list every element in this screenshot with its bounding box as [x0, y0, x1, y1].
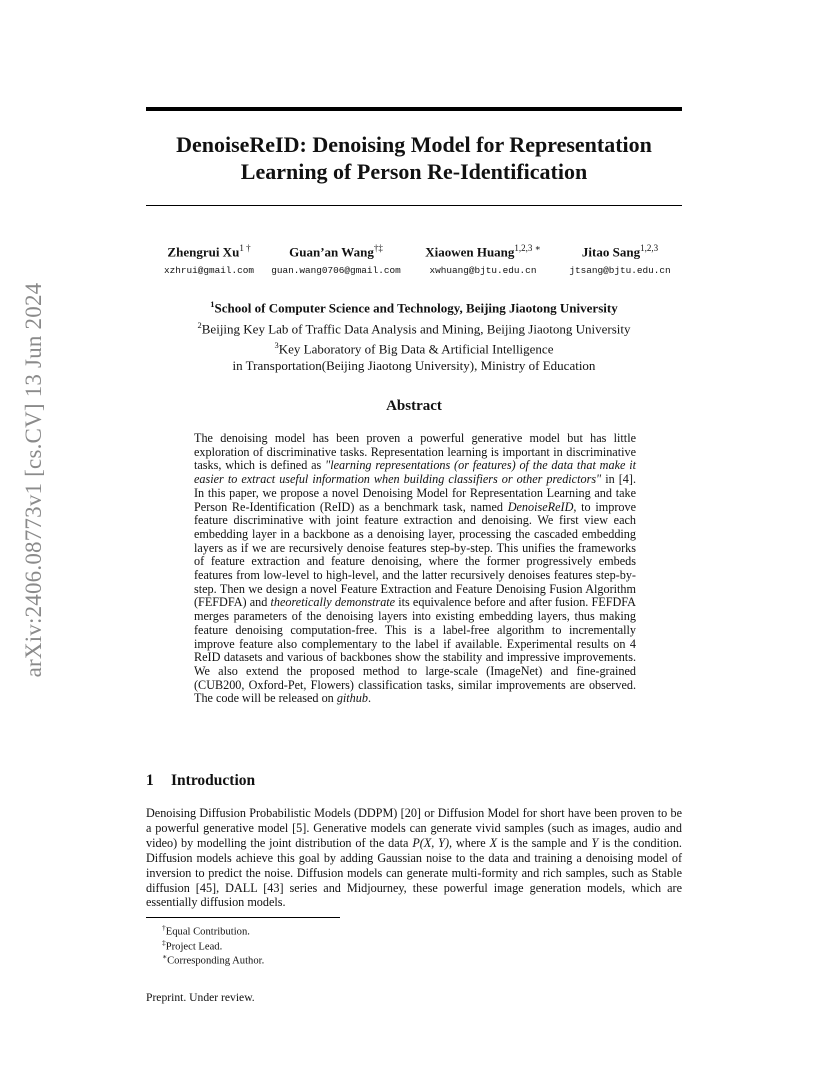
- author-block: [150, 243, 268, 276]
- introduction-paragraph: Denoising Diffusion Probabilistic Models (DDPM) [20] or Diffusion Model for short have been proven to be a powerful generative model [5]. Generative models can generate vivid samples (such as images, audio and video) by modelling the joint distribution of the data P(X, Y), where X is the sample and Y is the condition. Diffusion models achieve this goal by adding Gaussian noise to the data and training a denoising model of inversion to predict the noise. Diffusion models can generate multi-formity and rich samples, such as Stable diffusion [45], DALL [43] series and Midjourney, these powerful image generation models, which are essentially diffusion models.: [146, 806, 682, 910]
- affiliations: [146, 296, 682, 374]
- preprint-footer: Preprint. Under review.: [146, 991, 255, 1004]
- arxiv-stamp: [8, 280, 60, 680]
- author-block: [266, 243, 406, 276]
- paper-title: [146, 131, 682, 185]
- affiliation-line: $^3$Key Laboratory of Big Data & Artificial Intelligence: [274, 340, 554, 357]
- footnote: ‡Project Lead.: [162, 938, 223, 953]
- author-block: [412, 243, 554, 276]
- section-number: 1: [146, 772, 154, 789]
- abstract-quote: "learning representations (or features) of the data that make it easier to extract useful information when building classifiers or other predictors": [194, 458, 636, 487]
- title-top-rule: [146, 107, 682, 111]
- github-link[interactable]: github: [336, 691, 368, 706]
- title-bottom-rule: [146, 205, 682, 206]
- method-name: DenoiseReID: [507, 499, 574, 514]
- author-name: Zhengrui $Xu^{1 \dagger}$: [167, 243, 251, 260]
- arxiv-id-text: arXiv:2406.08773v1 [cs.CV] 13 Jun 2024: [21, 282, 46, 678]
- author-block: [560, 243, 680, 276]
- title-line-2: Learning of Person Re-Identification: [240, 159, 588, 184]
- author-email: xwhuang@bjtu.edu.cn: [429, 265, 537, 277]
- affiliation-line: $^1$School of Computer Science and Technology, Beijing Jiaotong University: [210, 299, 618, 316]
- title-line-1: DenoiseReID: Denoising Model for Representation: [176, 132, 652, 157]
- author-name: Jitao Sang$^{1,2,3}$: [581, 243, 659, 260]
- section-heading-introduction: [146, 772, 255, 790]
- author-email: guan.wang0706@gmail.com: [271, 265, 401, 277]
- footnote: ∗Corresponding Author.: [162, 952, 265, 967]
- abstract-heading: Abstract: [386, 398, 442, 414]
- author-name: Xiaowen Huang$^{1,2,3 ∗}$: [425, 243, 541, 260]
- footnote: †Equal Contribution.: [162, 923, 250, 938]
- section-title: Introduction: [171, 772, 256, 789]
- affiliation-line: in Transportation(Beijing Jiaotong University), Ministry of Education: [232, 357, 596, 373]
- affiliation-line: $^2$Beijing Key Lab of Traffic Data Analysis and Mining, Beijing Jiaotong University: [197, 319, 631, 336]
- author-email: jtsang@bjtu.edu.cn: [569, 265, 671, 277]
- abstract-body: The denoising model has been proven a powerful generative model but has little exploration of discriminative tasks. Representation learning is important in discriminative tasks, which is defined as "learning representations (or features) of the data that make it easier to extract useful information when building classifiers or other predictors" in [4]. In this paper, we propose a novel Denoising Model for Representation Learning and take Person Re-Identification (ReID) as a benchmark task, named DenoiseReID, to improve feature discriminative with joint feature extraction and denoising. We first view each embedding layer in a backbone as a denoising layer, processing the cascaded embedding layers as if we are recursively denoise features step-by-step. This unifies the frameworks of feature extraction and feature denoising, where the former progressively embeds features from low-level to high-level, and the latter recursively denoises features step-by-step. Then we design a novel Feature Extraction and Feature Denoising Fusion Algorithm (FEFDFA) and theoretically demonstrate its equivalence before and after fusion. FEFDFA merges parameters of the denoising layers into existing embedding layers, thus making feature denoising computation-free. This is a label-free algorithm to incrementally improve feature also complementary to the label if available. Experimental results on 4 ReID datasets and various of backbones show the stability and impressive improvements. We also extend the proposed method to large-scale (ImageNet) and fine-grained (CUB200, Oxford-Pet, Flowers) classification tasks, similar improvements are observed. The code will be released on github.: [194, 431, 636, 706]
- author-email: xzhrui@gmail.com: [163, 265, 254, 277]
- footnote-rule: [146, 917, 340, 918]
- author-name: Guan’an Wang†‡: [289, 243, 383, 260]
